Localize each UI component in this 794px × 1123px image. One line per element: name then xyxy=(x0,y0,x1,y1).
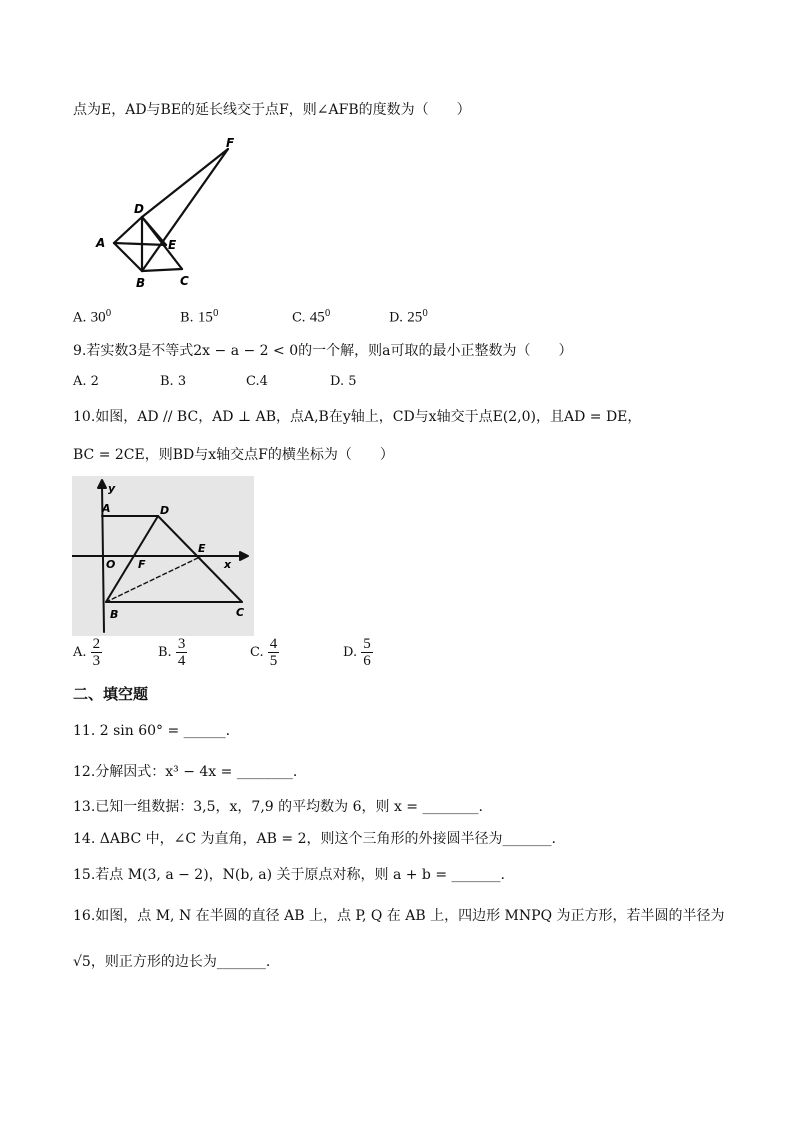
q8-seg-ae xyxy=(114,243,166,245)
q9-stem: 9.若实数3是不等式2x − a − 2 < 0的一个解，则a可取的最小正整数为（ ） xyxy=(73,343,573,359)
q8-label-b: B xyxy=(136,276,146,290)
q10-option-c-fraction: $\frac{4}{5}$ xyxy=(269,636,278,669)
q10-option-b-fraction: $\frac{3}{4}$ xyxy=(177,636,186,669)
q8-seg-ab xyxy=(114,243,142,271)
q10-label-o: O xyxy=(106,558,116,571)
q9-option-d[interactable]: D. 5 xyxy=(330,374,357,389)
q10-label-d: D xyxy=(160,504,170,517)
q10-label-x: x xyxy=(224,558,232,571)
q8-option-a[interactable]: A. $30^0$ xyxy=(73,309,112,326)
q8-seg-bc xyxy=(142,269,182,271)
q8-label-a: A xyxy=(96,236,106,250)
section-title-fill-in: 二、填空题 xyxy=(73,685,149,703)
q10-label-b: B xyxy=(110,608,119,621)
q15-text: 15.若点 M(3, a − 2)，N(b, a) 关于原点对称，则 a + b = _______. xyxy=(73,867,505,883)
q8-label-f: F xyxy=(226,136,235,150)
q9-option-b[interactable]: B. 3 xyxy=(160,374,187,389)
q8-seg-df xyxy=(142,149,228,217)
q8-label-c: C xyxy=(180,274,189,288)
q10-option-d[interactable]: D. $\frac{5}{6}$ xyxy=(343,636,371,669)
q16-text-line2: √5，则正方形的边长为_______. xyxy=(73,954,271,970)
q10-option-a[interactable]: A. $\frac{2}{3}$ xyxy=(73,636,101,669)
q14-text: 14. ΔABC 中，∠C 为直角，AB = 2，则这个三角形的外接圆半径为_______. xyxy=(73,831,556,847)
q10-stem-line2: BC = 2CE，则BD与x轴交点F的横坐标为（ ） xyxy=(73,447,394,463)
q8-seg-ad xyxy=(114,217,142,243)
q9-option-a[interactable]: A. 2 xyxy=(73,374,99,389)
q10-option-c[interactable]: C. $\frac{4}{5}$ xyxy=(250,636,278,669)
q10-option-b[interactable]: B. $\frac{3}{4}$ xyxy=(158,636,186,669)
q10-label-c: C xyxy=(236,606,245,619)
q8-figure xyxy=(90,135,250,295)
q10-label-e: E xyxy=(198,542,206,555)
q10-label-f: F xyxy=(138,558,146,571)
q9-option-c[interactable]: C.4 xyxy=(246,374,268,389)
q10-option-a-fraction: $\frac{2}{3}$ xyxy=(92,636,101,669)
q16-text-line1: 16.如图，点 M, N 在半圆的直径 AB 上，点 P, Q 在 AB 上，四边形 MNPQ 为正方形，若半圆的半径为 xyxy=(73,908,725,924)
q13-text: 13.已知一组数据：3,5，x，7,9 的平均数为 6，则 x = ________. xyxy=(73,799,483,815)
q10-label-a: A xyxy=(102,502,111,515)
q8-seg-bf xyxy=(142,149,228,271)
q8-option-d[interactable]: D. $25^0$ xyxy=(389,309,428,326)
q11-text: 11. 2 sin 60° = ______. xyxy=(73,723,231,739)
q8-option-b[interactable]: B. $15^0$ xyxy=(180,309,219,326)
q8-label-e: E xyxy=(168,238,177,252)
q8-stem: 点为E，AD与BE的延长线交于点F，则∠AFB的度数为（ ） xyxy=(73,102,471,118)
q10-stem-line1: 10.如图，AD // BC，AD ⊥ AB，点A,B在y轴上，CD与x轴交于点E(2,0)，且AD = DE， xyxy=(73,409,642,425)
q10-figure xyxy=(72,476,254,636)
q8-seg-de xyxy=(142,217,166,245)
q8-option-c[interactable]: C. $45^0$ xyxy=(292,309,331,326)
q10-option-d-fraction: $\frac{5}{6}$ xyxy=(363,636,371,669)
q10-label-y: y xyxy=(108,482,116,495)
q12-text: 12.分解因式：x³ − 4x = ________. xyxy=(73,764,298,780)
q8-label-d: D xyxy=(134,202,144,216)
